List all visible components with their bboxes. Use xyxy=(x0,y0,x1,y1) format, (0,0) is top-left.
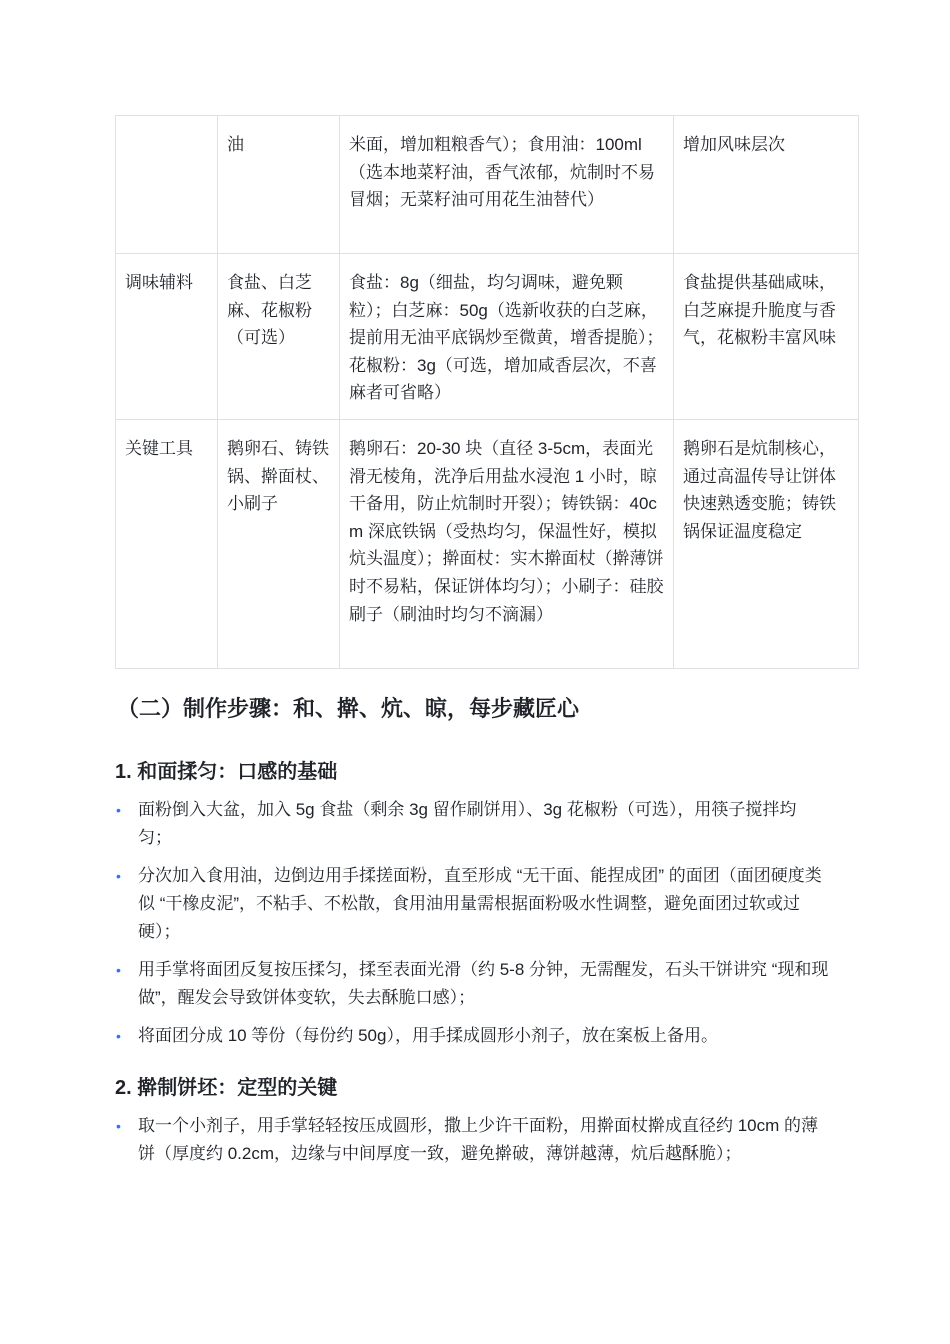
bullet-icon: • xyxy=(116,1118,121,1134)
list-item xyxy=(115,956,830,1012)
ingredients-table xyxy=(115,115,859,669)
table-row xyxy=(116,420,859,669)
step2-heading: 2. 擀制饼坯：定型的关键 xyxy=(115,1077,338,1099)
table-cell: 油 xyxy=(218,116,340,254)
list-item xyxy=(115,1112,830,1168)
bullet-icon: • xyxy=(116,1028,121,1044)
step1-heading: 1. 和面揉匀：口感的基础 xyxy=(115,761,338,783)
table-cell: 食盐：8g（细盐，均匀调味，避免颗粒）；白芝麻：50g（选新收获的白芝麻，提前用无油平底锅炒至微黄，增香提脆）；花椒粉：3g（可选，增加咸香层次，不喜麻者可省略） xyxy=(340,254,674,420)
table-row xyxy=(116,116,859,254)
table-cell: 鹅卵石、铸铁锅、擀面杖、小刷子 xyxy=(218,420,340,669)
step2-list xyxy=(115,1112,830,1178)
table-cell xyxy=(116,116,218,254)
table-cell: 增加风味层次 xyxy=(674,116,859,254)
table-row xyxy=(116,254,859,420)
list-item xyxy=(115,796,830,852)
table-cell: 食盐提供基础咸味，白芝麻提升脆度与香气，花椒粉丰富风味 xyxy=(674,254,859,420)
step1-list xyxy=(115,796,830,1060)
list-item-text: 面粉倒入大盆，加入 5g 食盐（剩余 3g 留作刷饼用）、3g 花椒粉（可选），用筷子搅拌均匀； xyxy=(138,800,797,847)
list-item-text: 分次加入食用油，边倒边用手揉搓面粉，直至形成 “无干面、能捏成团” 的面团（面团硬度类似 “干橡皮泥”，不粘手、不松散，食用油用量需根据面粉吸水性调整，避免面团过软或过硬）； xyxy=(138,866,822,941)
bullet-icon: • xyxy=(116,962,121,978)
section-heading: （二）制作步骤：和、擀、炕、晾，每步藏匠心 xyxy=(117,696,580,721)
table-cell: 鹅卵石是炕制核心，通过高温传导让饼体快速熟透变脆；铸铁锅保证温度稳定 xyxy=(674,420,859,669)
list-item xyxy=(115,1022,830,1050)
table-cell: 关键工具 xyxy=(116,420,218,669)
list-item xyxy=(115,862,830,946)
list-item-text: 将面团分成 10 等份（每份约 50g），用手揉成圆形小剂子，放在案板上备用。 xyxy=(138,1026,718,1045)
bullet-icon: • xyxy=(116,802,121,818)
bullet-icon: • xyxy=(116,868,121,884)
table-cell: 调味辅料 xyxy=(116,254,218,420)
table-cell: 鹅卵石：20-30 块（直径 3-5cm，表面光滑无棱角，洗净后用盐水浸泡 1 小时，晾干备用，防止炕制时开裂）；铸铁锅：40cm 深底铁锅（受热均匀，保温性好，模拟炕头温度）；擀面杖：实木擀面杖（擀薄饼时不易粘，保证饼体均匀）；小刷子：硅胶刷子（刷油时均匀不滴漏） xyxy=(340,420,674,669)
list-item-text: 取一个小剂子，用手掌轻轻按压成圆形，撒上少许干面粉，用擀面杖擀成直径约 10cm 的薄饼（厚度约 0.2cm，边缘与中间厚度一致，避免擀破，薄饼越薄，炕后越酥脆）； xyxy=(138,1116,819,1163)
table-cell: 米面，增加粗粮香气）；食用油：100ml（选本地菜籽油，香气浓郁，炕制时不易冒烟；无菜籽油可用花生油替代） xyxy=(340,116,674,254)
list-item-text: 用手掌将面团反复按压揉匀，揉至表面光滑（约 5-8 分钟，无需醒发，石头干饼讲究 “现和现做”，醒发会导致饼体变软，失去酥脆口感）； xyxy=(138,960,829,1007)
table-cell: 食盐、白芝麻、花椒粉（可选） xyxy=(218,254,340,420)
